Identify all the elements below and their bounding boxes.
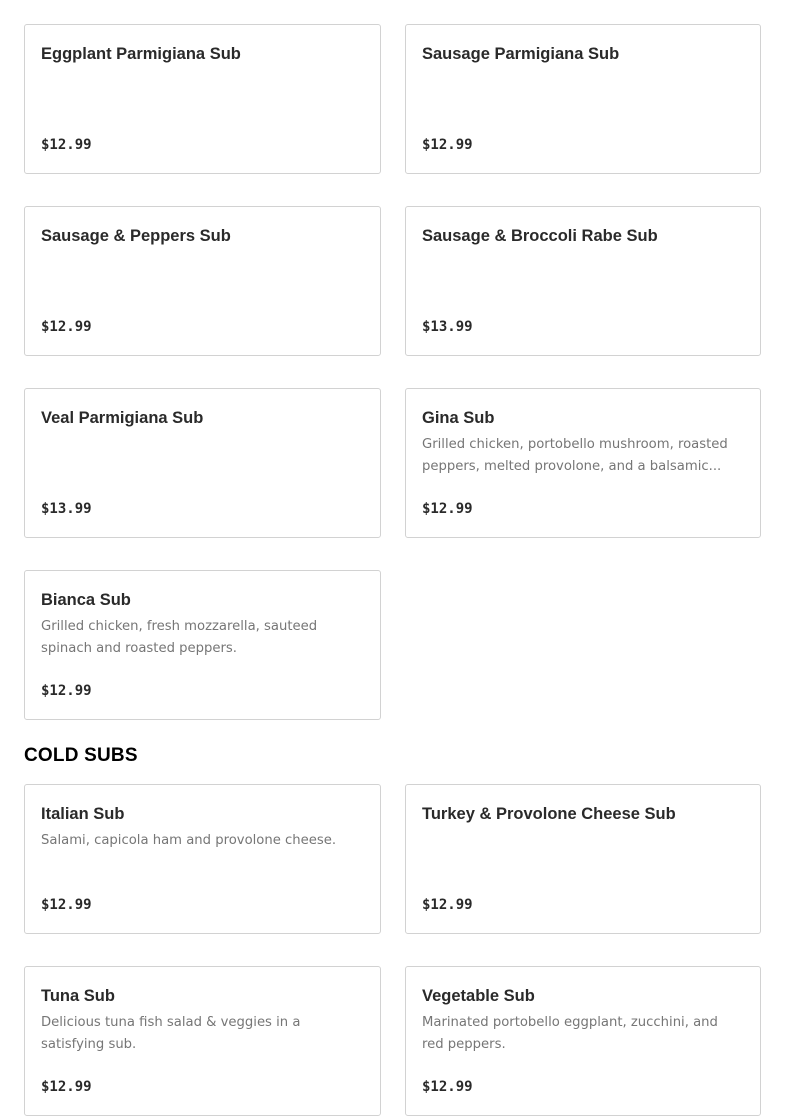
menu-item-card[interactable]: [405, 388, 761, 538]
section-title: COLD SUBS: [24, 745, 138, 766]
item-description: Marinated portobello eggplant, zucchini, and red peppers.: [422, 1015, 718, 1052]
item-name: Sausage Parmigiana Sub: [422, 45, 620, 63]
menu-item-card[interactable]: [405, 966, 761, 1116]
item-price: $13.99: [422, 319, 473, 335]
cold-subs-grid: [24, 784, 761, 1116]
menu-item-card[interactable]: [24, 206, 381, 356]
item-description: Delicious tuna fish salad & veggies in a satisfying sub.: [41, 1015, 301, 1052]
menu-item-card[interactable]: [405, 24, 761, 174]
item-name: Veal Parmigiana Sub: [41, 409, 204, 427]
item-name: Gina Sub: [422, 409, 495, 427]
item-description: Grilled chicken, fresh mozzarella, sauteed spinach and roasted peppers.: [41, 619, 318, 656]
hot-subs-grid: [24, 24, 761, 720]
item-price: $12.99: [41, 319, 92, 335]
item-price: $12.99: [41, 1079, 92, 1095]
item-price: $12.99: [41, 683, 92, 699]
item-price: $12.99: [422, 897, 473, 913]
item-price: $12.99: [422, 501, 473, 517]
menu-item-card[interactable]: [24, 784, 381, 934]
menu-item-card[interactable]: [24, 388, 381, 538]
item-price: $13.99: [41, 501, 92, 517]
item-name: Italian Sub: [41, 805, 125, 823]
item-name: Bianca Sub: [41, 591, 131, 609]
menu-item-card[interactable]: [405, 206, 761, 356]
item-price: $12.99: [422, 1079, 473, 1095]
menu-item-card[interactable]: [24, 966, 381, 1116]
item-description: Salami, capicola ham and provolone cheese.: [41, 833, 337, 848]
item-description: Grilled chicken, portobello mushroom, roasted peppers, melted provolone, and a balsamic...: [422, 437, 728, 474]
item-name: Tuna Sub: [41, 987, 115, 1005]
menu-item-card[interactable]: [405, 784, 761, 934]
item-price: $12.99: [422, 137, 473, 153]
item-name: Eggplant Parmigiana Sub: [41, 45, 241, 63]
item-price: $12.99: [41, 137, 92, 153]
item-name: Sausage & Peppers Sub: [41, 227, 231, 245]
item-name: Turkey & Provolone Cheese Sub: [422, 805, 676, 823]
item-name: Vegetable Sub: [422, 987, 535, 1005]
item-name: Sausage & Broccoli Rabe Sub: [422, 227, 658, 245]
menu-item-card[interactable]: [24, 24, 381, 174]
item-price: $12.99: [41, 897, 92, 913]
menu-item-card[interactable]: [24, 570, 381, 720]
